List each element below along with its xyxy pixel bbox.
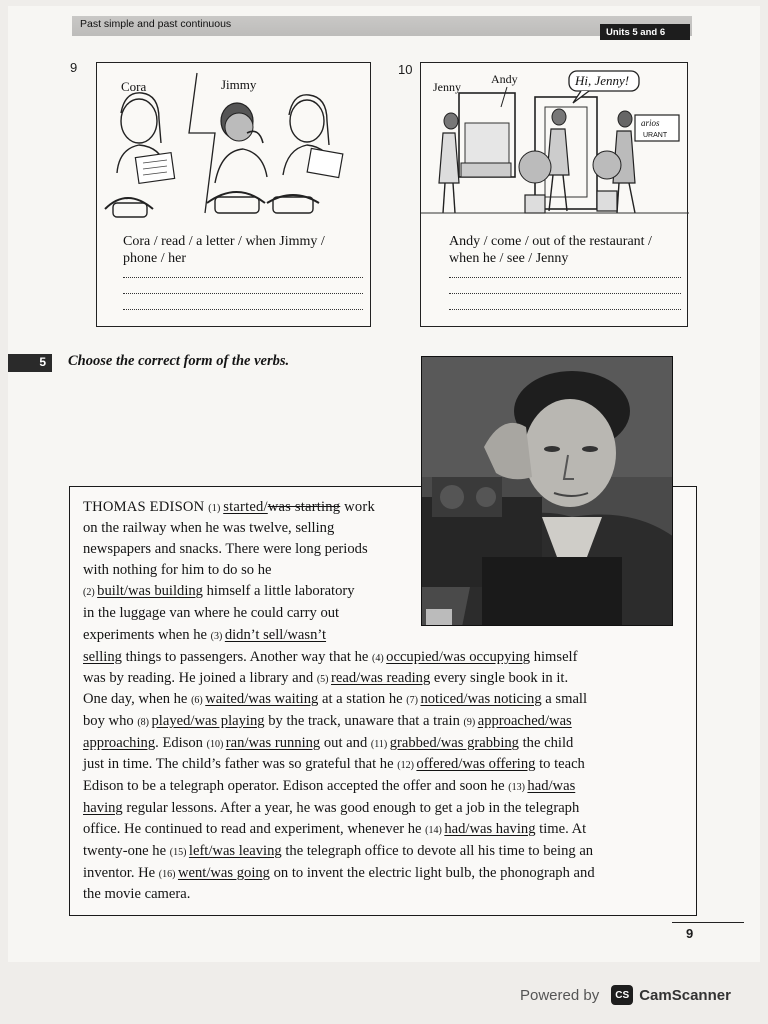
item-number: (15)	[169, 847, 189, 858]
passage-line-9	[83, 668, 568, 690]
passage-text: One day, when he	[83, 691, 192, 707]
passage-text: twenty-one he	[83, 843, 170, 859]
item-number: (2)	[83, 587, 98, 598]
passage-text: office. He continued to read and experiment, whenever he	[83, 821, 426, 837]
verb-choice[interactable]: played/was playing	[151, 713, 265, 729]
passage-line-5	[83, 581, 355, 603]
item-number: (13)	[508, 782, 528, 793]
exercise-9-panel	[96, 62, 371, 327]
verb-choice[interactable]: selling	[83, 649, 122, 665]
camscanner-brand: CamScanner	[639, 986, 731, 1004]
passage-text: was by reading. He joined a library and	[83, 670, 317, 686]
verb-choice[interactable]: grabbed/was grabbing	[389, 735, 519, 751]
verb-choice[interactable]: had/was	[527, 778, 576, 794]
passage-line-1	[83, 497, 375, 519]
item-number: (3)	[210, 631, 225, 642]
speech-hi-jenny: Hi, Jenny!	[575, 73, 630, 88]
passage-text: the telegraph office to devote all his time to being an	[281, 843, 594, 859]
item-number: (4)	[372, 653, 387, 664]
passage-text: experiments when he	[83, 627, 211, 643]
header-title: Past simple and past continuous	[80, 18, 232, 30]
page-number-rule	[672, 922, 744, 923]
section-instruction: Choose the correct form of the verbs.	[68, 353, 290, 369]
answer-line[interactable]	[123, 309, 363, 310]
passage-text: inventor. He	[83, 865, 159, 881]
svg-text:arios: arios	[641, 118, 660, 128]
item-number: (14)	[425, 825, 445, 836]
passage-text: . Edison	[155, 735, 207, 751]
passage-line-6: in the luggage van where he could carry out	[83, 605, 340, 621]
verb-choice[interactable]: occupied/was occupying	[386, 649, 531, 665]
item-number: (16)	[158, 869, 178, 880]
passage-text: every single book in it.	[430, 670, 569, 686]
passage-line-7	[83, 625, 326, 647]
verb-choice[interactable]: approaching	[83, 735, 156, 751]
answer-line[interactable]	[449, 309, 681, 310]
passage-line-17	[83, 841, 593, 863]
passage-text: THOMAS EDISON	[83, 499, 209, 515]
passage-text: things to passengers. Another way that he	[121, 649, 372, 665]
verb-choice[interactable]: waited/was waiting	[205, 691, 319, 707]
verb-choice[interactable]: left/was leaving	[188, 843, 282, 859]
passage-line-15	[83, 798, 579, 818]
item-number: (10)	[206, 739, 226, 750]
svg-text:URANT: URANT	[643, 132, 668, 139]
passage-line-4: with nothing for him to do so he	[83, 562, 272, 578]
passage-text: just in time. The child’s father was so grateful that he	[83, 756, 398, 772]
verb-choice[interactable]: ran/was running	[225, 735, 321, 751]
exercise-9-caption-line2: phone / her	[123, 251, 186, 266]
item-number: (12)	[397, 760, 417, 771]
name-andy: Andy	[491, 72, 518, 86]
camscanner-logo-icon: CS	[611, 985, 633, 1005]
exercise-10-number: 10	[398, 62, 413, 77]
passage-text: time. At	[535, 821, 587, 837]
verb-choice[interactable]: approached/was	[477, 713, 572, 729]
item-number: (8)	[137, 717, 152, 728]
passage-text: work	[340, 499, 375, 515]
jenny-andy-illustration	[421, 63, 689, 328]
answer-line[interactable]	[123, 277, 363, 278]
name-jenny: Jenny	[433, 80, 461, 94]
verb-choice[interactable]: started/	[223, 499, 268, 515]
page-number: 9	[686, 926, 694, 941]
passage-text: on to invent the electric light bulb, the phonograph and	[269, 865, 595, 881]
name-cora: Cora	[121, 79, 147, 94]
verb-choice[interactable]: noticed/was noticing	[420, 691, 542, 707]
verb-choice[interactable]: having	[83, 800, 123, 816]
name-jimmy: Jimmy	[221, 77, 257, 92]
answer-line[interactable]	[449, 293, 681, 294]
verb-choice[interactable]: built/was building	[97, 583, 203, 599]
verb-choice[interactable]: read/was reading	[331, 670, 431, 686]
passage-text: to teach	[535, 756, 585, 772]
passage-text: himself	[530, 649, 578, 665]
passage-text: regular lessons. After a year, he was good enough to get a job in the telegraph	[122, 800, 580, 816]
item-number: (1)	[208, 503, 224, 514]
passage-line-14	[83, 776, 575, 798]
passage-text: at a station he	[318, 691, 407, 707]
passage-line-8	[83, 647, 577, 669]
item-number: (7)	[406, 695, 421, 706]
item-number: (5)	[316, 674, 331, 685]
camscanner-footer	[520, 982, 731, 1008]
passage-line-19: the movie camera.	[83, 886, 191, 902]
answer-line[interactable]	[123, 293, 363, 294]
passage-text: by the track, unaware that a train	[264, 713, 464, 729]
verb-choice[interactable]: offered/was offering	[416, 756, 536, 772]
exercise-9-caption-line1: Cora / read / a letter / when Jimmy /	[123, 234, 325, 249]
passage-text: Edison to be a telegraph operator. Edison accepted the offer and soon he	[83, 778, 509, 794]
exercise-10-panel	[420, 62, 688, 327]
exercise-9-number: 9	[70, 60, 78, 75]
passage-text: himself a little laboratory	[202, 583, 355, 599]
answer-line[interactable]	[449, 277, 681, 278]
section-number-tag: 5	[8, 354, 52, 372]
passage-line-11	[83, 711, 572, 733]
verb-choice[interactable]: didn’t sell/wasn’t	[224, 627, 327, 643]
units-label: Units 5 and 6	[600, 24, 690, 40]
passage-text: out and	[320, 735, 371, 751]
passage-line-3: newspapers and snacks. There were long periods	[83, 541, 368, 557]
passage-text: a small	[541, 691, 588, 707]
powered-by-text: Powered by	[520, 986, 600, 1004]
item-number: (9)	[463, 717, 478, 728]
passage-line-16	[83, 819, 586, 841]
passage-line-10	[83, 689, 587, 711]
passage-line-12	[83, 733, 573, 755]
verb-choice[interactable]: went/was going	[177, 865, 270, 881]
exercise-10-caption-line2: when he / see / Jenny	[449, 251, 569, 266]
passage-line-18	[83, 863, 595, 885]
verb-choice-crossed[interactable]: was starting	[267, 499, 341, 515]
passage-text: the child	[518, 735, 574, 751]
passage-text: boy who	[83, 713, 138, 729]
item-number: (11)	[370, 739, 390, 750]
exercise-10-caption-line1: Andy / come / out of the restaurant /	[449, 234, 652, 249]
passage-line-13	[83, 754, 585, 776]
item-number: (6)	[191, 695, 206, 706]
passage-line-2: on the railway when he was twelve, selling	[83, 520, 335, 536]
edison-photo	[421, 356, 673, 626]
edison-portrait-image	[422, 357, 673, 626]
cora-jimmy-illustration	[97, 63, 372, 328]
verb-choice[interactable]: had/was having	[444, 821, 536, 837]
